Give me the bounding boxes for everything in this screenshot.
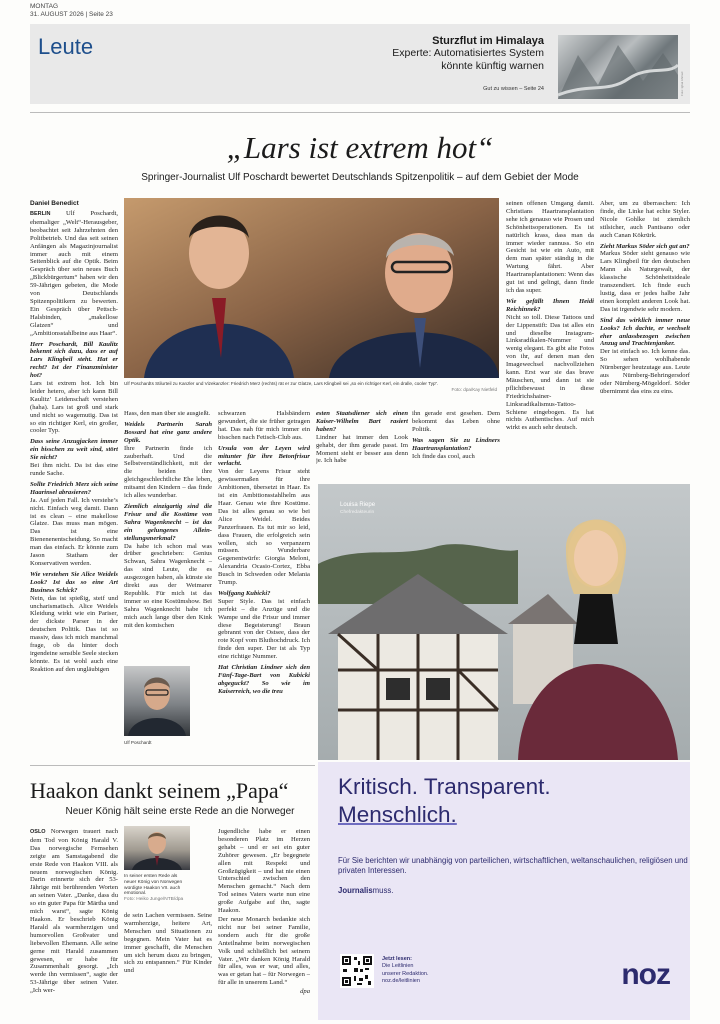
man-portrait-illustration xyxy=(124,666,190,736)
interview-question: Zieht Markus Söder sich gut an? xyxy=(600,242,690,250)
interview-text: Aber, um zu überraschen: Ich finde, die Linke hat echte Styler. Nicole Gohlke ist ziemlich stilsicher, auch Pantisano oder auch Canan Kökrürk. xyxy=(600,200,690,239)
interview-question: Herr Poschardt, Bill Kaulitz bekennt sich dazu, dass er auf Lars Klingbeil steht. Hat er recht? Ist der Finanzminister hot? xyxy=(30,340,118,380)
ad-body-text: Für Sie berichten wir unabhängig von parteilichen, wirtschaftlichen, weltanschaulichen, religiösen und privaten Interessen. xyxy=(338,856,688,875)
photo-caption xyxy=(124,381,499,392)
interview-answer: Der ist einfach so. Ich kenne das. So sehen wohlhabende Nürnberger heutzutage aus. Leute aus Nürnberg-Behringersdorf oder Nürnberg-Mögeldorf. Söder übernimmt das eins zu eins. xyxy=(600,348,690,395)
article-intro: Ulf Poschardt, ehemaliger „Welt“-Herausgeber, beobachtet seit Jahrzehnten den Politbetrieb. Und das seit seinen Anfängen als Magazinjournalist immer auch mit einem Seitenblick auf die Optik. Beim Gespräch über sein neues Buch „Blickbürgertum“ haben wir den 59-Jährigen gebeten, die Mode von Deutschlands Spitzenpolitikern zu bewerten. Ein Gespräch über Pettsch-Halsbinden, „makellose Glatzen“ und „Ambitionsstahlbeine aus Haar“. xyxy=(30,210,118,337)
ad-tagline xyxy=(338,886,393,895)
king-portrait-illustration xyxy=(124,826,190,870)
haakon-text: Jugendliche habe er einen besonderen Platz im Herzen gehabt – und er sei ein guter Zuhörer gewesen. „Er begegnete allen mit Respekt und Großzügigkeit – und hat nie einen Unterschied zwischen den Menschen gemacht.“ Nach dem Tod seines Vaters warte nun eine große Aufgabe auf ihn, sagte Haakon. xyxy=(218,828,310,915)
interview-question: Ziemlich einzigartig sind die Frisur und die Kostüme von Sahra Wagenknecht – ist das ein gelungenes Allein-stellungsmerkmal? xyxy=(124,502,212,542)
ad-cta-1: Jetzt lesen: xyxy=(382,956,412,962)
masthead xyxy=(30,3,113,18)
ad-call-to-action[interactable] xyxy=(382,956,428,986)
haakon-column-2 xyxy=(124,912,212,1020)
interview-text: schwarzen Halsbändern gewundert, die sie früher getragen hat. Das nah für mich immer ein bisschen nach Fetisch-Club aus. xyxy=(218,410,310,441)
ad-tagline-bold: Journalis xyxy=(338,886,373,895)
haakon-column-1 xyxy=(30,828,118,1020)
article-column-3 xyxy=(218,410,310,764)
ad-photo[interactable] xyxy=(318,484,690,760)
mountain-valley-illustration xyxy=(558,35,678,99)
teaser-text[interactable] xyxy=(392,35,544,73)
ad-tagline-rest: muss. xyxy=(372,886,394,895)
small-photo-caption-text: Ulf Poschardt xyxy=(124,740,152,745)
interview-text: Hass, den man über sie ausgießt. xyxy=(124,410,211,417)
haakon-text: de sein Lachen vermissen. Seine warmherzige, heitere Art, Menschen und Situationen zu begegnen. Mein Vater hat es immer geschafft, die Menschen um sich herum dazu zu bringen, sich zu entspannen.“ Für Kinder und xyxy=(124,912,212,975)
interview-answer: Ich finde das cool, auch xyxy=(412,452,475,460)
article-column-4 xyxy=(316,410,408,480)
poschardt-portrait[interactable] xyxy=(124,666,190,736)
haakon-headline: Haakon dankt seinem „Papa“ xyxy=(30,778,289,803)
haakon-photo[interactable] xyxy=(124,826,190,870)
section-title: Leute xyxy=(38,34,94,59)
interview-question: Sollte Friedrich Merz sich seine Haarinsel abrasieren? xyxy=(30,480,118,496)
teaser-subtitle-2: könnte künftig warnen xyxy=(441,60,544,72)
divider xyxy=(30,765,315,766)
qr-code-icon[interactable] xyxy=(340,954,374,988)
article-subheadline: Springer-Journalist Ulf Poschardt bewertet Deutschlands Spitzenpolitik – auf dem Gebiet der Mode xyxy=(141,172,579,183)
ad-cta-3: unserer Redaktion. xyxy=(382,970,429,977)
interview-answer: Lars ist extrem hot. Ich bin leider hetero, aber ich kann Bill Kaulitz’ Leidenschaft verstehen (haha). Lars ist groß und stark und nicht so wagemutig. Das ist so ein richtiger Kerl, ein großer, cooler Typ. xyxy=(30,380,118,435)
interview-question: Wolfgang Kubicki? xyxy=(218,589,271,597)
interview-text: ihn gerade erst gesehen. Dem bekommt das Leben ohne Politik. xyxy=(412,410,500,433)
photo-caption-text: Ulf Poschardts Stilurteil zu Kanzler und Vizekanzler: Friedrich Merz (rechts) rät er zur Glatze, Lars Klingbeil sei „so ein richtiger Kerl, ein dralle, cooler Typ“. xyxy=(124,381,439,386)
teaser-image[interactable] xyxy=(558,35,678,99)
teaser-image-credit: Foto: Igbal Ahmed xyxy=(680,71,684,96)
interview-question: Hat Christian Lindner sich den Fünf-Tage-Bart von Kubicki abgeguckt? So wie im Kaiserreich, wo die treu xyxy=(218,664,310,695)
interview-answer: Ja. Auf jeden Fall. Ich verstehe’s nicht. Einfach weg damit. Dann ist es clean – eine makellose Glatze. Das muss man mögen. Das ist eine Bienenenentscheidung. So macht man das einfach. Er könnte zum Jason Statham der Konservativen werden. xyxy=(30,496,118,567)
masthead-day: MONTAG xyxy=(30,3,59,10)
ad-person-name: Louisa Riepe xyxy=(340,502,376,508)
photo-credit: Foto: dpa/Kay Nietfeld xyxy=(451,387,497,392)
two-men-illustration xyxy=(124,198,499,378)
interview-question: Was sagen Sie zu Lindners Haartransplantation? xyxy=(412,436,500,452)
noz-logo[interactable]: noz xyxy=(621,958,670,991)
interview-question: Wie verstehen Sie Alice Weidels Look? Ist das so eine Art Business Schick? xyxy=(30,570,118,594)
ad-cta-2: Die Leitlinien xyxy=(382,963,414,970)
ad-cta-link[interactable]: noz.de/leitlinien xyxy=(382,978,420,985)
interview-answer: Von der Leyens Frisur steht gewissermaßen für ihre Ambitionen, übersetzt in Haar. Es ist ein Ambitionsstahlhelm aus Haar. Genau wie ihre Kostüme. Das ist alles genau so wie bei Alice Weidel. Beides Panzerfrauen. Es tut mir so leid, dass Frauen, die erfolgreich sein wollen, sich so verpanzern müssen. Wunderbare Gegenentwürfe: Giorgia Meloni, Alexandria Ocasio-Cortez, Ebba Busch in Schweden oder Melania Trump. xyxy=(218,468,310,587)
interview-answer: Super Style. Das ist einfach perfekt – die Anzüge und die Wampe und die Frisur und immer diese Begeisterung! Braun gebrannt von der Ostsee, dass der rote Kopf vom Bluthochdruck. Ich finde den super. Der ist als Typ eine richtige Nummer. xyxy=(218,597,310,661)
interview-question: Sind das wirklich immer neue Looks? Ich dachte, er wechselt eher anlassbezogen zwischen Anzug und Trachtenjanker. xyxy=(600,316,690,348)
dateline: BERLIN xyxy=(30,211,51,217)
interview-answer: Nicht so toll. Diese Tattoos und der Lippenstift: Das ist alles ein und dieselbe Instagram-Linksradikalen-Nummer und wenig elegant. Es gibt alte Fotos von ihr, auf denen man den Imagewechsel nachvollziehen kann. Erst war sie das brave Mäuschen, und dann ist sie pflichtbewusst in diese Friedrichshainer-Linksradikalismus-Tattoo-Schiene eingebogen. Es hat nichts Authentisches. Auf mich wirkt es auch sehr deutsch. xyxy=(506,313,594,432)
interview-answer: Ihre Partnerin finde ich zauberhaft. Und die Selbstverständlichkeit, mit der die beiden ihre gleichgeschlechtliche Ehe leben, mitsamt den Kindern – das finde ich alles wunderbar. xyxy=(124,444,212,500)
ad-headline-2: Menschlich. xyxy=(338,802,457,827)
article-column-1 xyxy=(30,210,118,764)
haakon-column-3 xyxy=(218,828,310,1020)
haakon-text: Der neue Monarch bedankte sich nicht nur bei seiner Familie, sondern auch für die große Anteilnahme beim norwegischen Volk und schließlich bei seinem Vater. „Wir danken König Harald für alles, was er war, und alles, was er getan hat – für Norwegen – für alle in unserem Land.“ xyxy=(218,915,310,987)
article-author: Daniel Benedict xyxy=(30,200,79,207)
small-photo-caption xyxy=(124,740,204,745)
interview-answer: Markus Söder sieht genauso wie Lars Klingbeil für den deutschen Mann als Naturgewalt, der klassische Schönheitsideale transzendiert. Ich finde euch lustig, dass er jedes halbe Jahr einen komplett anderen Look hat. Das ist irgendwie sehr modern. xyxy=(600,250,690,313)
article-column-6 xyxy=(506,200,594,480)
haakon-dateline: OSLO xyxy=(30,829,46,835)
haakon-subheadline: Neuer König hält seine erste Rede an die Norweger xyxy=(65,806,295,817)
interview-answer: Nein, das ist spießig, steif und uncharismatisch. Alice Weidels Kleidung wirkt wie ein Pariser, der dickste Parser in der deutschen Politik. Das ist so massiv, dass ich mich manchmal frage, ob da hinter doch irgendeine sensible Seele stecken könnte. Es ist wohl auch eine Reaktion auf den ungläubigen xyxy=(30,594,118,673)
section-header xyxy=(30,24,690,104)
haakon-photo-credit: Foto: Heiko Junge/NTB/dpa xyxy=(124,897,184,903)
interview-question: esten Staatsdiener sich einen Kaiser-Wilhelm Bart rasiert haben? xyxy=(316,410,408,433)
politicians-photo[interactable] xyxy=(124,198,499,378)
haakon-text: Norwegen trauert nach dem Tod von König Harald V. Das norwegische Fernsehen zeigte am Samstagabend die erste Rede von Haakon VIII. als neuem norwegischen König. Darin erinnerte sich der 53-Jährige mit berührenden Worten an seinen Vater. „Danke, dass du so ein guter Papa für Märtha und mich warst“, sagte König Haakon. Er beschrieb König Harald als warmherzigen und humorvollen Großvater und liebevollen Ehemann. Alle seine gerne mit Harald zusammen gewesen, er habe für Zusammenhalt gesorgt. „Ich werde ihn vermissen“, sagte der 53-Jährige über seinen Vater. „Ich wer- xyxy=(30,828,118,995)
divider xyxy=(30,112,690,113)
article-column-7 xyxy=(600,200,690,480)
teaser-title[interactable]: Sturzflut im Himalaya xyxy=(432,35,544,47)
noz-advertisement[interactable] xyxy=(318,762,690,1020)
interview-answer: Lindner hat immer den Look gehabt, der ihm gerade passt. Im Moment sieht er besser aus denn je. Ich habe xyxy=(316,433,408,465)
interview-answer: Da habe ich schon mal was drüber geschrieben: Genius Schwan, Sahra Wagenknecht – das sind Leute, die es ausgezogen haben, als künste sie direkt aus der Weimarer Republik. Für mich ist das immer so eine Kostümshow. Bei Sahra Wagenknecht habe ich mich auch lange über den Kink mit den komischen xyxy=(124,542,212,629)
article-column-5 xyxy=(412,410,500,480)
interview-text: seinen offenen Umgang damit. Christians Haartransplantation sehe ich genauso wie Prosen und Schönheitsoperationen. Es ist natürlich krass, dass man da immer wieder rannuss. So ein Gesicht ist wie ein Auto, mit dem man später ständig in die Wartung fährt. Aber Haartransplantationen: Wenn das gut ist und gelingt, dann finde ich das super. xyxy=(506,200,594,294)
haakon-photo-caption xyxy=(124,874,190,903)
interview-answer: Bei ihm nicht. Da ist das eine runde Sache. xyxy=(30,462,118,477)
interview-question: Dass seine Anzugjacken immer ein bisschen zu weit sind, stört Sie nicht? xyxy=(30,438,118,462)
interview-question: Weidels Partnerin Sarah Bossard hat eine ganz andere Optik. xyxy=(124,420,212,444)
interview-question: Ursula von der Leyen wird mitunter für ihre Betonfrisur verlacht. xyxy=(218,444,310,468)
teaser-subtitle-1: Experte: Automatisiertes System xyxy=(392,47,544,59)
haakon-photo-caption-text: In seiner ersten Rede als neuer König von Norwegen würdigte Haakon VII. auch emotional. xyxy=(124,874,183,897)
ad-person-role: Chefredakteurin xyxy=(340,510,375,515)
article-column-2 xyxy=(124,410,212,662)
masthead-date: 31. AUGUST 2026 | Seite 23 xyxy=(30,10,113,18)
town-and-editor-illustration xyxy=(318,484,690,760)
article-headline: „Lars ist extrem hot“ xyxy=(226,130,494,165)
teaser-page-reference[interactable]: Gut zu wissen – Seite 24 xyxy=(483,86,544,92)
interview-question: Wie gefällt Ihnen Heidi Reichinnek? xyxy=(506,297,594,313)
ad-headline-1: Kritisch. Transparent. xyxy=(338,774,551,799)
agency-tag: dpa xyxy=(300,988,310,996)
